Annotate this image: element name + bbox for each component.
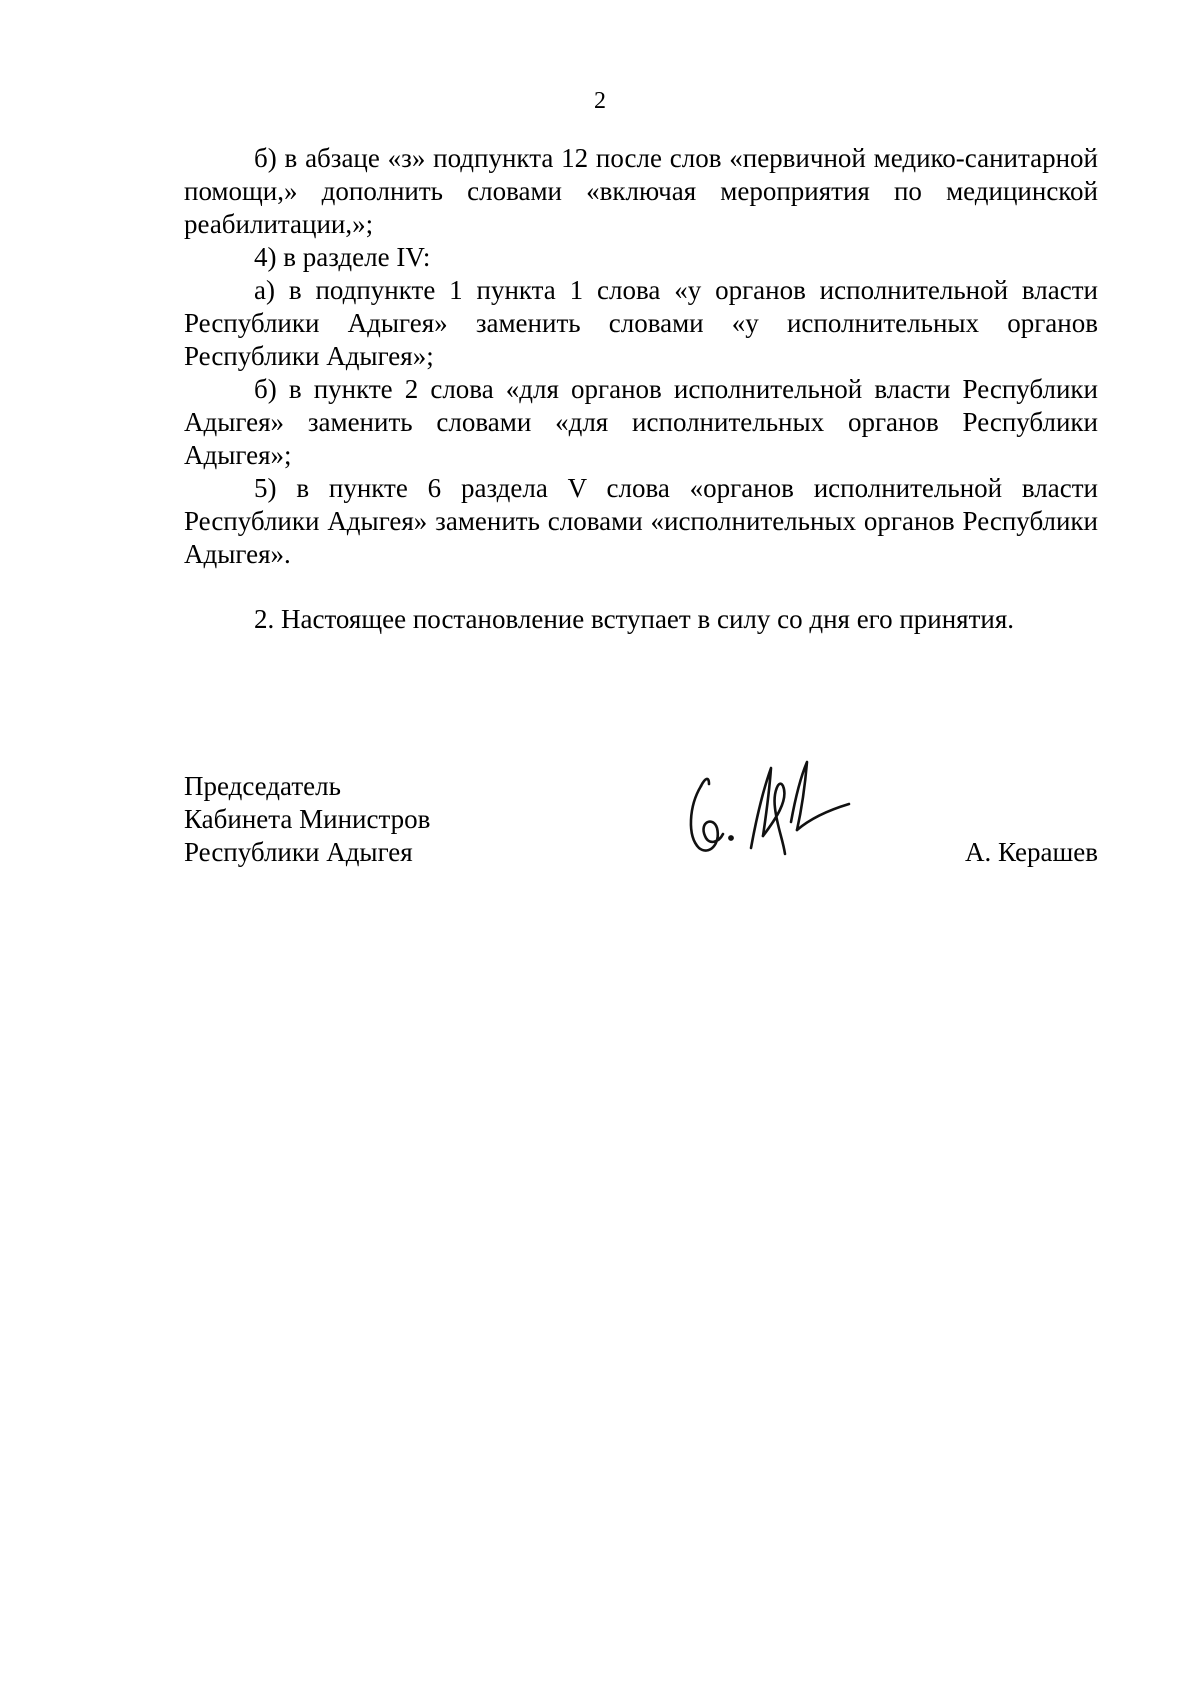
signatory-title <box>184 770 430 869</box>
signatory-title-line: Кабинета Министров <box>184 804 431 834</box>
paragraph-4b: б) в пункте 2 слова «для органов исполнительной власти Республики Адыгея» заменить словами «для исполнительных органов Республики Адыгея»; <box>184 374 1098 470</box>
signatory-name: А. Керашев <box>965 837 1098 867</box>
signatory-title-line: Председатель <box>184 771 341 801</box>
document-body <box>184 142 1098 636</box>
paragraph-4a: а) в подпункте 1 пункта 1 слова «у органов исполнительной власти Республики Адыгея» заменить словами «у исполнительных органов Республики Адыгея»; <box>184 275 1098 371</box>
signature-block <box>184 770 1098 880</box>
handwritten-signature <box>679 756 859 866</box>
paragraph-2-effective: 2. Настоящее постановление вступает в силу со дня его принятия. <box>254 604 1015 634</box>
page-number: 2 <box>594 88 606 114</box>
signatory-title-line: Республики Адыгея <box>184 837 413 867</box>
paragraph-4: 4) в разделе IV: <box>254 242 431 272</box>
paragraph-5: 5) в пункте 6 раздела V слова «органов исполнительной власти Республики Адыгея» заменить словами «исполнительных органов Республики Адыгея». <box>184 473 1098 569</box>
paragraph-3b: б) в абзаце «з» подпункта 12 после слов «первичной медико-санитарной помощи,» дополнить словами «включая мероприятия по медицинской реабилитации,»; <box>184 143 1098 239</box>
